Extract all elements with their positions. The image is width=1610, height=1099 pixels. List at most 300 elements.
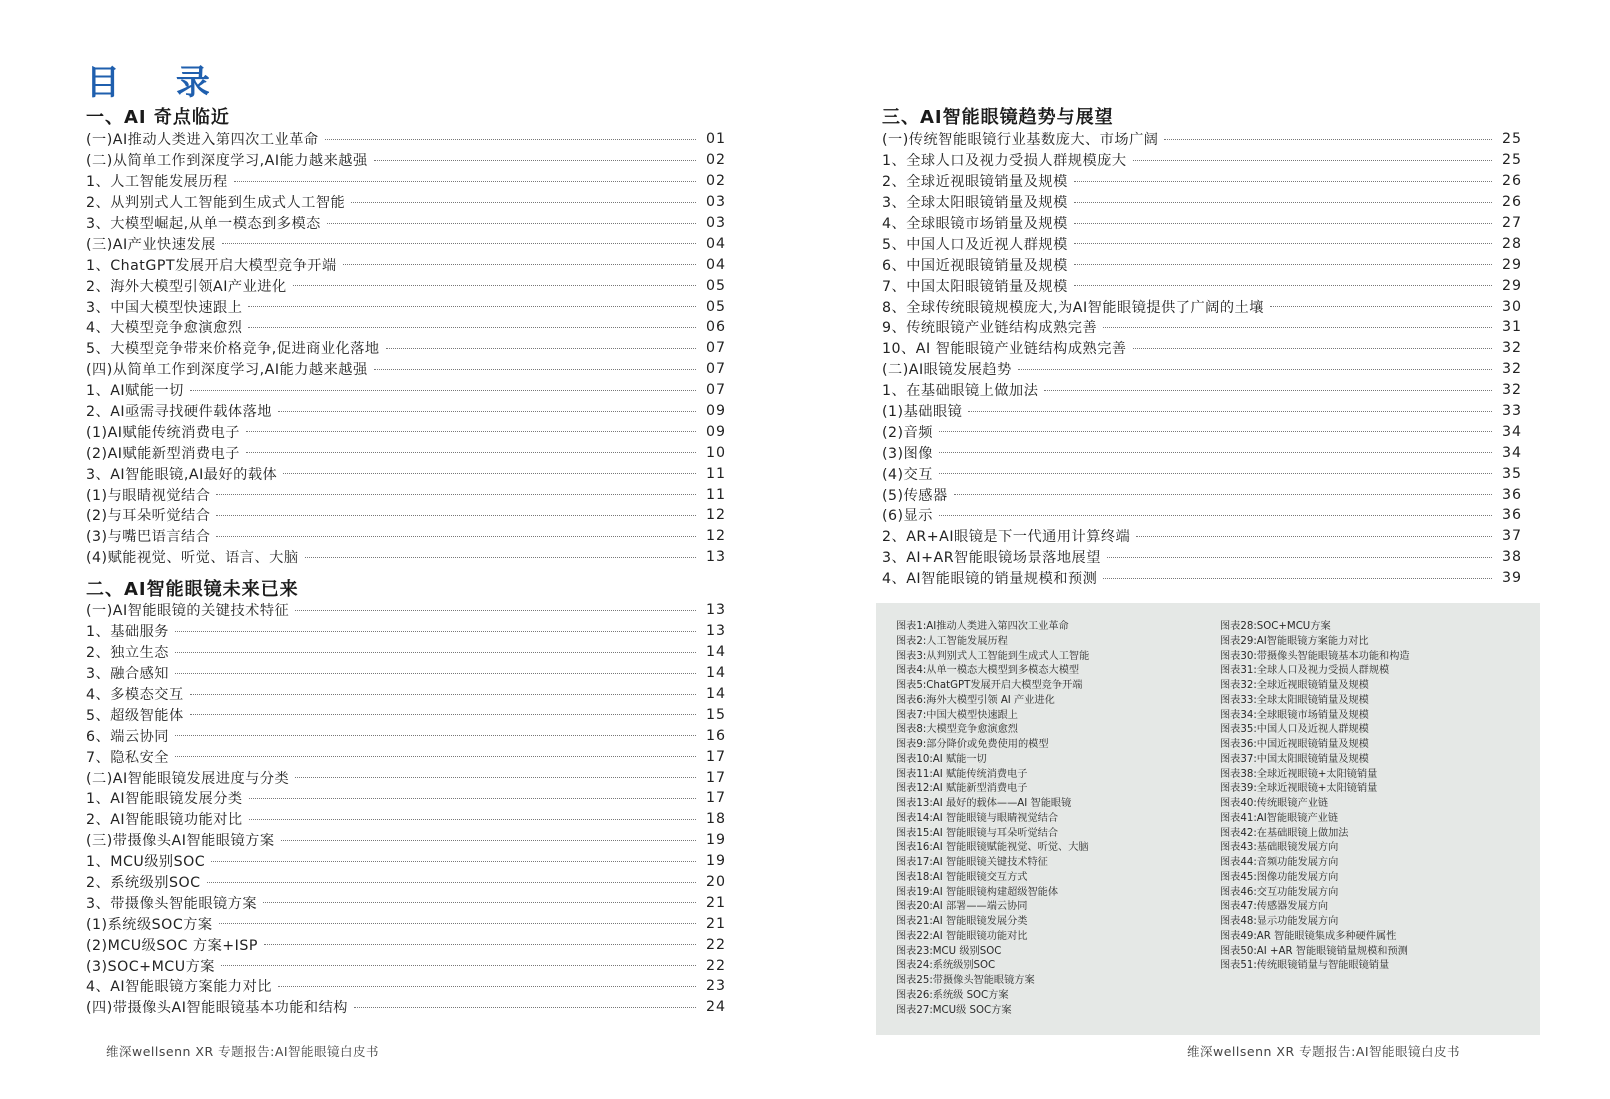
dot-leader [939, 515, 1492, 516]
figure-entry[interactable]: 图表51:传统眼镜销量与智能眼镜销量 [1220, 960, 1390, 972]
dot-leader [1074, 243, 1492, 244]
toc-entry-page: 07 [705, 340, 726, 357]
toc-entry-label: 3、大模型崛起,从单一模态到多模态 [86, 216, 321, 232]
toc-entry-page: 26 [1501, 194, 1522, 211]
dot-leader [968, 411, 1492, 412]
toc-entry-page: 13 [705, 549, 726, 566]
toc-entry-label: 1、人工智能发展历程 [86, 174, 228, 191]
toc-entry-label: (2)AI赋能新型消费电子 [86, 445, 240, 462]
dot-leader [374, 160, 696, 161]
toc-entry[interactable] [86, 621, 726, 642]
footer-left: 维深wellsenn XR 专题报告:AI智能眼镜白皮书 [106, 1044, 380, 1059]
toc-entry-page: 12 [705, 528, 726, 545]
figure-entry[interactable]: 图表43:基础眼镜发展方向 [1220, 842, 1339, 854]
dot-leader [1074, 202, 1492, 203]
toc-entry[interactable] [882, 150, 1522, 171]
page-title: 目 录 [86, 63, 232, 103]
figure-entry[interactable]: 图表1:AI推动人类进入第四次工业革命 [896, 621, 1069, 632]
figure-entry[interactable]: 图表39:全球近视眼镜+太阳镜销量 [1220, 783, 1378, 795]
toc-entry-label: 3、全球太阳眼镜销量及规模 [882, 195, 1068, 212]
dot-leader [249, 798, 696, 799]
toc-entry-page: 14 [705, 665, 726, 682]
figure-entry[interactable]: 图表41:AI智能眼镜产业链 [1220, 812, 1339, 824]
toc-entry-page: 07 [705, 382, 726, 399]
toc-entry-page: 19 [705, 832, 726, 849]
dot-leader [1270, 306, 1492, 307]
figure-entry[interactable]: 图表7:中国大模型快速跟上 [896, 709, 1018, 721]
toc-entry[interactable] [86, 526, 726, 547]
figure-index-box [876, 603, 1540, 1035]
toc-entry-page: 14 [705, 686, 726, 702]
toc-entry[interactable] [86, 317, 726, 338]
dot-leader [175, 735, 696, 736]
toc-entry-page: 25 [1501, 131, 1522, 148]
toc-entry[interactable] [86, 704, 726, 725]
toc-entry-page: 23 [705, 978, 726, 995]
toc-entry-label: 1、AI智能眼镜发展分类 [86, 791, 243, 808]
toc-entry-page: 01 [705, 131, 726, 148]
toc-entry[interactable] [86, 442, 726, 463]
toc-entry[interactable] [86, 997, 726, 1018]
toc-entry-label: (四)从简单工作到深度学习,AI能力越来越强 [86, 362, 368, 379]
toc-entry-label: (2)音频 [882, 424, 933, 441]
toc-entry-label: 7、隐私安全 [86, 749, 169, 766]
toc-entry[interactable] [86, 129, 726, 150]
dot-leader [1133, 348, 1492, 349]
dot-leader [305, 557, 696, 558]
dot-leader [325, 139, 696, 140]
toc-entry-label: 2、海外大模型引领AI产业进化 [86, 278, 287, 295]
dot-leader [175, 652, 696, 653]
toc-entry[interactable] [86, 150, 726, 171]
toc-entry-page: 36 [1501, 507, 1522, 524]
toc-entry[interactable] [882, 171, 1522, 192]
toc-entry-label: (1)AI赋能传统消费电子 [86, 424, 240, 441]
toc-entry-label: (三)AI产业快速发展 [86, 236, 216, 253]
toc-entry-label: 1、MCU级别SOC [86, 854, 206, 871]
dot-leader [278, 986, 696, 987]
dot-leader [207, 882, 696, 883]
dot-leader [216, 536, 696, 537]
toc-entry-page: 25 [1501, 152, 1522, 169]
dot-leader [249, 819, 696, 820]
dot-leader [1133, 160, 1492, 161]
dot-leader [216, 494, 696, 495]
dot-leader [246, 431, 696, 432]
figure-entry[interactable]: 图表12:AI 赋能新型消费电子 [896, 783, 1028, 795]
dot-leader [939, 473, 1492, 474]
toc-entry-label: 3、中国大模型快速跟上 [86, 299, 243, 316]
toc-entry-label: 4、多模态交互 [86, 687, 184, 703]
figure-entry[interactable]: 图表36:中国近视眼镜销量及规模 [1220, 739, 1369, 750]
toc-entry-page: 24 [705, 999, 726, 1016]
dot-leader [386, 348, 696, 349]
toc-entry-label: 5、超级智能体 [86, 707, 184, 724]
section-heading-1: 一、AI 奇点临近 [86, 107, 230, 128]
toc-entry-page: 29 [1501, 256, 1522, 273]
dot-leader [1018, 369, 1492, 370]
toc-entry-label: (3)与嘴巴语言结合 [86, 529, 211, 546]
figure-entry[interactable]: 图表48:显示功能发展方向 [1220, 916, 1339, 927]
dot-leader [175, 673, 696, 674]
figure-entry[interactable]: 图表25:带摄像头智能眼镜方案 [896, 975, 1035, 986]
toc-entry-page: 32 [1501, 340, 1522, 357]
toc-entry[interactable] [86, 547, 726, 568]
figure-entry[interactable]: 图表27:MCU级 SOC方案 [896, 1004, 1012, 1016]
toc-entry-label: 1、AI赋能一切 [86, 383, 184, 400]
toc-entry[interactable] [86, 359, 726, 380]
toc-entry[interactable] [86, 746, 726, 767]
figure-entry[interactable]: 图表9:部分降价或免费使用的模型 [896, 739, 1049, 750]
toc-entry-label: (6)显示 [882, 508, 933, 525]
toc-entry-label: 7、中国太阳眼镜销量及规模 [882, 278, 1068, 295]
figure-entry[interactable]: 图表22:AI 智能眼镜功能对比 [896, 930, 1028, 942]
toc-entry-page: 17 [705, 748, 726, 765]
toc-entry[interactable] [86, 296, 726, 317]
toc-entry[interactable] [86, 505, 726, 526]
dot-leader [219, 923, 696, 924]
dot-leader [327, 223, 696, 224]
toc-entry-page: 17 [705, 790, 726, 807]
toc-entry-page: 32 [1501, 382, 1522, 399]
dot-leader [264, 944, 696, 945]
figure-entry[interactable]: 图表3:从判别式人工智能到生成式人工智能 [896, 650, 1090, 662]
toc-entry[interactable] [882, 317, 1522, 338]
toc-entry[interactable] [86, 955, 726, 976]
figure-entry[interactable]: 图表47:传感器发展方向 [1220, 901, 1329, 913]
toc-entry[interactable] [86, 788, 726, 809]
dot-leader [1074, 223, 1492, 224]
toc-entry[interactable] [86, 254, 726, 275]
figure-list-col-1 [896, 620, 1216, 1018]
toc-entry-page: 09 [705, 403, 726, 420]
toc-entry[interactable] [86, 725, 726, 746]
toc-entry-label: (三)带摄像头AI智能眼镜方案 [86, 833, 275, 850]
toc-entry[interactable] [86, 275, 726, 296]
dot-leader [278, 411, 696, 412]
toc-entry[interactable] [882, 526, 1522, 547]
toc-entry-page: 16 [705, 727, 726, 744]
toc-entry[interactable] [86, 421, 726, 442]
dot-leader [1107, 557, 1492, 558]
figure-entry[interactable]: 图表19:AI 智能眼镜构建超级智能体 [896, 886, 1059, 898]
footer-right: 维深wellsenn XR 专题报告:AI智能眼镜白皮书 [1187, 1044, 1461, 1059]
toc-entry[interactable] [86, 934, 726, 955]
toc-entry-page: 35 [1501, 465, 1522, 482]
toc-list-section-2 [86, 600, 726, 1018]
figure-entry[interactable]: 图表50:AI +AR 智能眼镜销量规模和预测 [1220, 945, 1408, 957]
toc-entry-label: 6、端云协同 [86, 728, 169, 745]
figure-entry[interactable]: 图表13:AI 最好的载体——AI 智能眼镜 [896, 798, 1072, 809]
dot-leader [216, 515, 696, 516]
toc-entry-label: 4、全球眼镜市场销量及规模 [882, 216, 1068, 232]
dot-leader [175, 631, 696, 632]
dot-leader [246, 452, 696, 453]
toc-entry-label: 1、在基础眼镜上做加法 [882, 383, 1039, 400]
figure-entry[interactable]: 图表37:中国太阳眼镜销量及规模 [1220, 753, 1369, 765]
toc-entry[interactable] [882, 129, 1522, 150]
toc-entry[interactable] [882, 192, 1522, 213]
toc-entry-page: 21 [705, 894, 726, 911]
toc-entry-label: 1、基础服务 [86, 624, 169, 641]
toc-entry[interactable] [86, 767, 726, 788]
toc-entry-page: 39 [1501, 570, 1522, 587]
toc-entry-label: (5)传感器 [882, 487, 948, 504]
toc-entry-page: 27 [1501, 215, 1522, 231]
toc-entry[interactable] [86, 663, 726, 684]
dot-leader [234, 181, 696, 182]
dot-leader [295, 777, 696, 778]
figure-entry[interactable]: 图表35:中国人口及近视人群规模 [1220, 724, 1369, 736]
toc-entry-label: 4、AI智能眼镜方案能力对比 [86, 979, 272, 996]
toc-entry-page: 33 [1501, 403, 1522, 420]
dot-leader [222, 243, 696, 244]
toc-entry[interactable] [86, 233, 726, 254]
toc-entry[interactable] [882, 380, 1522, 401]
figure-entry[interactable]: 图表18:AI 智能眼镜交互方式 [896, 871, 1028, 883]
toc-entry[interactable] [882, 547, 1522, 568]
toc-entry[interactable] [882, 233, 1522, 254]
toc-list-section-1 [86, 129, 726, 568]
toc-entry-label: 2、全球近视眼镜销量及规模 [882, 174, 1068, 191]
figure-entry[interactable]: 图表30:带摄像头智能眼镜基本功能和构造 [1220, 650, 1410, 662]
dot-leader [293, 285, 696, 286]
toc-entry[interactable] [86, 913, 726, 934]
figure-entry[interactable]: 图表11:AI 赋能传统消费电子 [896, 768, 1028, 780]
toc-entry-label: (1)系统级SOC方案 [86, 916, 213, 933]
toc-entry-page: 30 [1501, 298, 1522, 315]
dot-leader [295, 610, 696, 611]
dot-leader [221, 965, 696, 966]
figure-entry[interactable]: 图表38:全球近视眼镜+太阳镜销量 [1220, 768, 1378, 780]
figure-entry[interactable]: 图表21:AI 智能眼镜发展分类 [896, 916, 1028, 927]
toc-entry-label: (二)AI眼镜发展趋势 [882, 362, 1012, 379]
toc-entry-label: 2、独立生态 [86, 645, 169, 662]
figure-entry[interactable]: 图表40:传统眼镜产业链 [1220, 798, 1329, 809]
figure-entry[interactable]: 图表31:全球人口及视力受损人群规模 [1220, 665, 1390, 677]
toc-list-section-3 [882, 129, 1522, 589]
toc-entry[interactable] [882, 213, 1522, 234]
toc-entry-page: 34 [1501, 444, 1522, 461]
toc-entry[interactable] [86, 872, 726, 893]
toc-entry-page: 02 [705, 152, 726, 169]
toc-entry-label: 1、ChatGPT发展开启大模型竞争开端 [86, 257, 337, 274]
dot-leader [190, 714, 696, 715]
toc-entry-page: 19 [705, 853, 726, 870]
toc-entry[interactable] [86, 401, 726, 422]
toc-entry[interactable] [86, 380, 726, 401]
toc-entry-label: 3、AI智能眼镜,AI最好的载体 [86, 466, 278, 483]
dot-leader [939, 431, 1492, 432]
toc-entry-label: (3)图像 [882, 445, 933, 462]
toc-entry[interactable] [882, 401, 1522, 422]
figure-entry[interactable]: 图表15:AI 智能眼镜与耳朵听觉结合 [896, 827, 1059, 839]
dot-leader [374, 369, 696, 370]
toc-entry[interactable] [86, 809, 726, 830]
toc-entry-page: 26 [1501, 173, 1522, 190]
dot-leader [1074, 181, 1492, 182]
toc-entry-label: (2)与耳朵听觉结合 [86, 508, 211, 525]
dot-leader [248, 306, 696, 307]
dot-leader [1103, 327, 1492, 328]
dot-leader [283, 473, 696, 474]
figure-entry[interactable]: 图表4:从单一模态大模型到多模态大模型 [896, 665, 1080, 677]
toc-entry-label: (一)AI智能眼镜的关键技术特征 [86, 603, 290, 620]
figure-entry[interactable]: 图表10:AI 赋能一切 [896, 753, 987, 765]
dot-leader [1103, 578, 1492, 579]
toc-entry-label: 2、从判别式人工智能到生成式人工智能 [86, 195, 346, 212]
figure-entry[interactable]: 图表24:系统级别SOC [896, 960, 996, 972]
figure-entry[interactable]: 图表29:AI智能眼镜方案能力对比 [1220, 635, 1369, 647]
figure-entry[interactable]: 图表17:AI 智能眼镜关键技术特征 [896, 857, 1048, 868]
toc-entry[interactable] [86, 600, 726, 621]
dot-leader [954, 494, 1492, 495]
toc-entry[interactable] [86, 463, 726, 484]
toc-entry-page: 11 [705, 465, 726, 482]
toc-entry[interactable] [86, 976, 726, 997]
toc-entry[interactable] [86, 830, 726, 851]
figure-entry[interactable]: 图表49:AR 智能眼镜集成多种硬件属性 [1220, 930, 1397, 942]
dot-leader [190, 390, 696, 391]
toc-entry[interactable] [882, 338, 1522, 359]
toc-entry-page: 11 [705, 486, 726, 503]
toc-entry[interactable] [882, 359, 1522, 380]
toc-entry-label: 6、中国近视眼镜销量及规模 [882, 257, 1068, 274]
toc-entry-page: 14 [705, 644, 726, 661]
toc-entry-page: 20 [705, 874, 726, 891]
figure-entry[interactable]: 图表46:交互功能发展方向 [1220, 886, 1339, 898]
toc-entry-page: 38 [1501, 549, 1522, 566]
toc-entry-label: 3、AI+AR智能眼镜场景落地展望 [882, 550, 1101, 567]
figure-entry[interactable]: 图表28:SOC+MCU方案 [1220, 621, 1331, 632]
toc-entry-page: 13 [705, 623, 726, 640]
toc-entry[interactable] [86, 484, 726, 505]
toc-entry-page: 07 [705, 361, 726, 378]
figure-entry[interactable]: 图表45:图像功能发展方向 [1220, 871, 1339, 883]
toc-entry-label: 9、传统眼镜产业链结构成熟完善 [882, 320, 1098, 337]
toc-entry-page: 03 [705, 194, 726, 211]
toc-entry-label: 2、AI亟需寻找硬件载体落地 [86, 404, 272, 421]
toc-entry[interactable] [882, 254, 1522, 275]
toc-entry[interactable] [86, 171, 726, 192]
toc-entry[interactable] [882, 568, 1522, 589]
figure-entry[interactable]: 图表23:MCU 级别SOC [896, 945, 1002, 957]
toc-entry[interactable] [882, 505, 1522, 526]
toc-entry[interactable] [86, 642, 726, 663]
dot-leader [281, 840, 696, 841]
toc-entry-label: 5、中国人口及近视人群规模 [882, 236, 1068, 253]
toc-entry-label: (一)AI推动人类进入第四次工业革命 [86, 132, 319, 149]
toc-entry-label: (2)MCU级SOC 方案+ISP [86, 937, 258, 954]
toc-entry[interactable] [86, 892, 726, 913]
toc-entry-label: 3、带摄像头智能眼镜方案 [86, 895, 258, 912]
toc-entry-label: 2、AR+AI眼镜是下一代通用计算终端 [882, 529, 1131, 546]
dot-leader [190, 694, 696, 695]
toc-entry-page: 05 [705, 277, 726, 294]
figure-entry[interactable]: 图表16:AI 智能眼镜赋能视觉、听觉、大脑 [896, 842, 1089, 854]
dot-leader [1136, 536, 1492, 537]
toc-entry-page: 31 [1501, 319, 1522, 336]
section-heading-3: 三、AI智能眼镜趋势与展望 [882, 107, 1114, 128]
toc-entry-label: (二)从简单工作到深度学习,AI能力越来越强 [86, 153, 368, 170]
toc-entry-label: (4)赋能视觉、听觉、语言、大脑 [86, 550, 299, 567]
toc-entry-page: 09 [705, 423, 726, 440]
toc-entry-label: 3、融合感知 [86, 666, 169, 683]
toc-entry-page: 04 [705, 235, 726, 252]
figure-entry[interactable]: 图表8:大模型竞争愈演愈烈 [896, 724, 1018, 736]
toc-entry-label: 4、大模型竞争愈演愈烈 [86, 320, 243, 337]
toc-entry[interactable] [86, 338, 726, 359]
toc-entry-page: 28 [1501, 235, 1522, 252]
toc-entry-label: 8、全球传统眼镜规模庞大,为AI智能眼镜提供了广阔的土壤 [882, 299, 1264, 316]
toc-entry-label: 5、大模型竞争带来价格竞争,促进商业化落地 [86, 341, 380, 358]
figure-entry[interactable]: 图表20:AI 部署——端云协同 [896, 901, 1028, 913]
toc-entry[interactable] [882, 275, 1522, 296]
figure-entry[interactable]: 图表33:全球太阳眼镜销量及规模 [1220, 694, 1369, 706]
toc-entry-label: (1)与眼睛视觉结合 [86, 487, 211, 504]
dot-leader [1074, 285, 1492, 286]
figure-entry[interactable]: 图表26:系统级 SOC方案 [896, 989, 1009, 1001]
toc-entry-page: 17 [705, 769, 726, 786]
toc-entry-label: (1)基础眼镜 [882, 404, 963, 421]
toc-entry-page: 15 [705, 706, 726, 723]
toc-entry-label: (一)传统智能眼镜行业基数庞大、市场广阔 [882, 132, 1159, 149]
toc-entry-label: 1、全球人口及视力受损人群规模庞大 [882, 153, 1127, 170]
toc-entry-page: 10 [705, 444, 726, 461]
figure-entry[interactable]: 图表42:在基础眼镜上做加法 [1220, 827, 1349, 839]
toc-entry[interactable] [882, 421, 1522, 442]
figure-entry[interactable]: 图表34:全球眼镜市场销量及规模 [1220, 709, 1369, 721]
toc-entry-page: 04 [705, 256, 726, 273]
toc-entry-page: 12 [705, 507, 726, 524]
toc-entry-label: (四)带摄像头AI智能眼镜基本功能和结构 [86, 1000, 348, 1017]
toc-entry[interactable] [86, 684, 726, 705]
toc-entry-page: 22 [705, 936, 726, 953]
toc-entry[interactable] [882, 463, 1522, 484]
dot-leader [1044, 390, 1492, 391]
figure-entry[interactable]: 图表32:全球近视眼镜销量及规模 [1220, 680, 1369, 691]
toc-entry[interactable] [86, 213, 726, 234]
toc-entry[interactable] [86, 851, 726, 872]
toc-entry-label: (4)交互 [882, 466, 933, 483]
toc-entry-page: 02 [705, 173, 726, 190]
figure-entry[interactable]: 图表44:音频功能发展方向 [1220, 857, 1339, 868]
section-heading-2: 二、AI智能眼镜未来已来 [86, 579, 299, 600]
toc-entry[interactable] [882, 296, 1522, 317]
figure-entry[interactable]: 图表14:AI 智能眼镜与眼睛视觉结合 [896, 812, 1059, 824]
toc-entry-page: 32 [1501, 361, 1522, 378]
toc-entry-page: 36 [1501, 486, 1522, 503]
figure-list-col-2 [1220, 620, 1540, 974]
toc-entry-page: 06 [705, 319, 726, 336]
toc-entry[interactable] [882, 484, 1522, 505]
toc-entry-label: 4、AI智能眼镜的销量规模和预测 [882, 571, 1098, 588]
toc-entry-page: 21 [705, 915, 726, 932]
dot-leader [343, 264, 696, 265]
toc-entry-page: 13 [705, 602, 726, 619]
dot-leader [1074, 264, 1492, 265]
toc-entry[interactable] [86, 192, 726, 213]
figure-entry[interactable]: 图表2:人工智能发展历程 [896, 635, 1008, 647]
toc-entry-page: 34 [1501, 423, 1522, 440]
figure-entry[interactable]: 图表6:海外大模型引领 AI 产业进化 [896, 694, 1055, 706]
toc-entry-page: 18 [705, 811, 726, 828]
figure-entry[interactable]: 图表5:ChatGPT发展开启大模型竞争开端 [896, 680, 1083, 691]
toc-entry[interactable] [882, 442, 1522, 463]
dot-leader [248, 327, 696, 328]
toc-entry-label: 2、系统级别SOC [86, 875, 201, 892]
dot-leader [351, 202, 696, 203]
